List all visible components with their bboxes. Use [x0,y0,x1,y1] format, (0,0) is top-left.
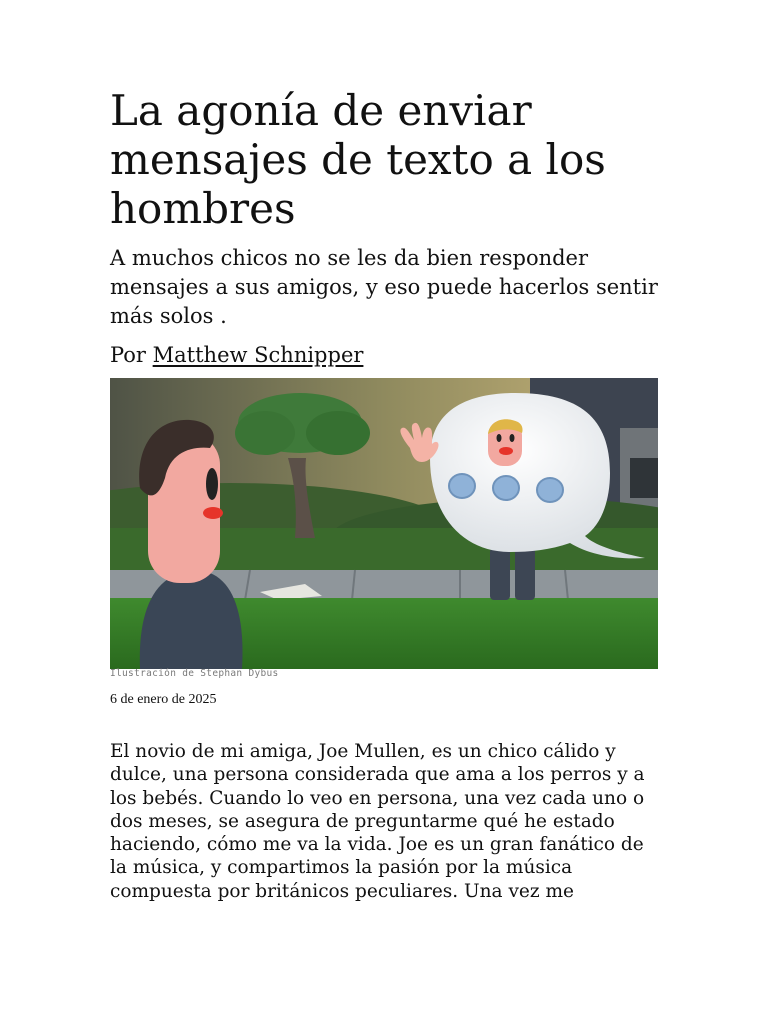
publish-date: 6 de enero de 2025 [110,692,217,707]
illustration-image [110,378,658,669]
author-link[interactable]: Matthew Schnipper [152,343,364,367]
byline [110,341,363,370]
article-subtitle: A muchos chicos no se les da bien responder mensajes a sus amigos, y eso puede hacerlos sentir más solos . [110,246,658,328]
article-title: La agonía de enviar mensajes de texto a los hombres [110,86,606,233]
article-body-paragraph: El novio de mi amiga, Joe Mullen, es un chico cálido y dulce, una persona considerada que ama a los perros y a los bebés. Cuando lo veo en persona, una vez cada uno o dos meses, se asegura de preguntarme qué he estado haciendo, cómo me va la vida. Joe es un gran fanático de la música, y compartimos la pasión por la música compuesta por británicos peculiares. Una vez me [110,741,645,902]
article-illustration [110,378,658,669]
byline-prefix: Por [110,343,153,367]
image-credit: Ilustración de Stephan Dybus [110,668,279,679]
